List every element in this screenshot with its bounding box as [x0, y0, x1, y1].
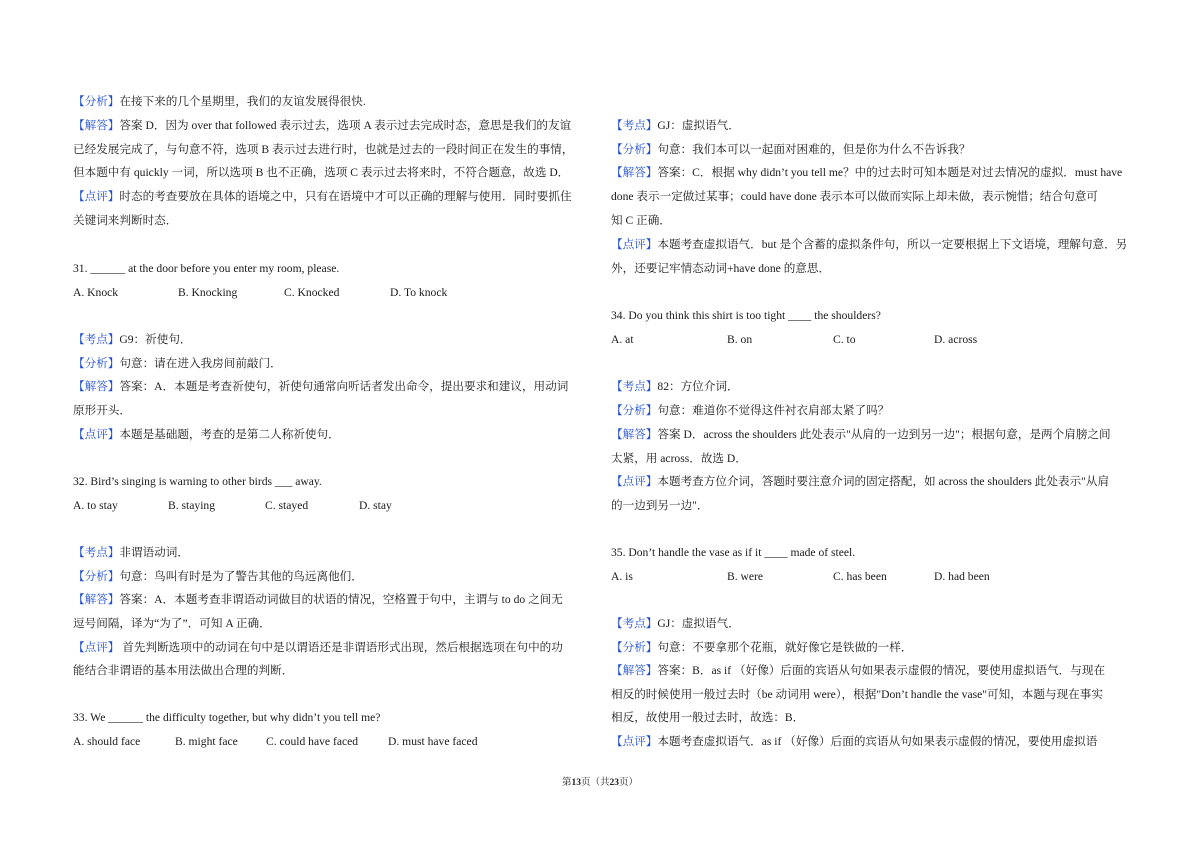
option-a: A. at: [611, 333, 634, 346]
comment-tag: 【点评】: [73, 641, 120, 654]
option-d: D. had been: [934, 570, 990, 583]
question-31-stem: 31. ______ at the door before you enter my room, please.: [73, 262, 340, 275]
answer-tag: 【解答】: [73, 119, 120, 132]
option-c: C. could have faced: [266, 735, 359, 748]
keypoint-text: GJ：虚拟语气．: [657, 617, 740, 630]
analysis-text: 句意：我们本可以一起面对困难的，但是你为什么不告诉我？: [657, 143, 971, 156]
comment-tag: 【点评】: [611, 238, 658, 251]
comment-text: 本题是基础题，考查的是第二人称祈使句．: [119, 428, 340, 441]
analysis-tag: 【分析】: [73, 357, 120, 370]
keypoint-line: [73, 546, 189, 560]
answer-text: 但本题中有 quickly 一词，所以选项 B 也不正确，选项 C 表示过去将来时，不符合题意，故选 D．: [73, 166, 570, 179]
analysis-text: 句意：请在进入我房间前敲门．: [119, 357, 282, 370]
comment-line: [73, 641, 563, 655]
page-footer: [0, 774, 1200, 788]
answer-text: 答案：A．本题考查非谓语动词做目的状语的情况，空格置于句中，主谓与 to do 之间无: [119, 593, 563, 606]
option-c: C. Knocked: [284, 286, 340, 299]
keypoint-text: 82：方位介词．: [657, 380, 739, 393]
answer-tag: 【解答】: [73, 593, 120, 606]
footer-suffix: 页）: [619, 778, 639, 788]
option-c: C. has been: [833, 570, 887, 583]
option-a: A. Knock: [73, 286, 119, 299]
answer-tag: 【解答】: [611, 166, 658, 179]
option-c: C. to: [833, 333, 856, 346]
keypoint-tag: 【考点】: [73, 333, 120, 346]
answer-text: 逗号间隔，译为“为了”．可知 A 正确．: [73, 617, 271, 630]
analysis-text: 句意：难道你不觉得这件衬衣肩部太紧了吗？: [657, 404, 890, 417]
page-number: 13: [571, 778, 581, 788]
comment-text: 能结合非谓语的基本用法做出合理的判断．: [73, 664, 294, 677]
answer-line: [73, 593, 563, 607]
comment-line: [611, 735, 1097, 749]
analysis-tag: 【分析】: [611, 143, 658, 156]
analysis-line: [611, 404, 889, 418]
analysis-text: 句意：鸟叫有时是为了警告其他的鸟远离他们．: [119, 570, 363, 583]
analysis-line: [611, 641, 912, 655]
answer-text: 答案 D．across the shoulders 此处表示"从肩的一边到另一边"；根据句意，是两个肩膀之间: [657, 428, 1111, 441]
option-a: A. to stay: [73, 499, 118, 512]
option-d: D. must have faced: [388, 735, 478, 748]
comment-tag: 【点评】: [611, 475, 658, 488]
analysis-tag: 【分析】: [73, 570, 120, 583]
question-35-stem: 35. Don’t handle the vase as if it ____ made of steel.: [611, 546, 856, 559]
option-b: B. on: [727, 333, 753, 346]
total-pages: 23: [609, 778, 619, 788]
option-d: D. across: [934, 333, 978, 346]
analysis-tag: 【分析】: [611, 404, 658, 417]
comment-text: 首先判断选项中的动词在句中是以谓语还是非谓语形式出现，然后根据选项在句中的功: [119, 641, 563, 654]
comment-text: 本题考查虚拟语气．but 是个含蓄的虚拟条件句，所以一定要根据上下文语境，理解句意．另: [657, 238, 1128, 251]
comment-text: 的一边到另一边"．: [611, 499, 709, 512]
answer-line: [73, 119, 571, 133]
keypoint-text: 非谓语动词．: [119, 546, 189, 559]
option-d: D. To knock: [390, 286, 448, 299]
answer-line: [611, 428, 1111, 442]
option-a: A. should face: [73, 735, 141, 748]
comment-line: [611, 475, 1109, 489]
keypoint-tag: 【考点】: [73, 546, 120, 559]
analysis-text: 句意：不要拿那个花瓶，就好像它是铁做的一样．: [657, 641, 913, 654]
comment-line: [611, 238, 1127, 252]
answer-text: 相反的时候使用一般过去时（be 动词用 were），根据"Don’t handle the vase"可知，本题与现在事实: [611, 688, 1103, 701]
keypoint-text: GJ：虚拟语气．: [657, 119, 740, 132]
comment-tag: 【点评】: [73, 428, 120, 441]
answer-text: 答案：B．as if （好像）后面的宾语从句如果表示虚假的情况，要使用虚拟语气．与现在: [657, 664, 1106, 677]
analysis-line: [73, 570, 363, 584]
keypoint-tag: 【考点】: [611, 119, 658, 132]
answer-line: [73, 380, 568, 394]
analysis-tag: 【分析】: [611, 641, 658, 654]
analysis-line: [73, 357, 282, 371]
answer-line: [611, 166, 1122, 180]
comment-tag: 【点评】: [611, 735, 658, 748]
option-b: B. might face: [175, 735, 238, 748]
question-34-stem: 34. Do you think this shirt is too tight ____ the shoulders?: [611, 309, 881, 322]
comment-line: [73, 190, 572, 204]
answer-text: done 表示一定做过某事；could have done 表示本可以做而实际上却未做，表示惋惜；结合句意可: [611, 190, 1098, 203]
comment-text: 本题考查方位介词，答题时要注意介词的固定搭配，如 across the shoulders 此处表示"从肩: [657, 475, 1110, 488]
answer-text: 相反，故使用一般过去时，故选：B．: [611, 711, 805, 724]
analysis-line: [611, 143, 970, 157]
keypoint-line: [611, 380, 739, 394]
answer-tag: 【解答】: [73, 380, 120, 393]
answer-text: 答案：C．根据 why didn’t you tell me？中的过去时可知本题是对过去情况的虚拟．must have: [657, 166, 1123, 179]
answer-text: 知 C 正确．: [611, 214, 671, 227]
analysis-line: [73, 95, 366, 109]
footer-prefix: 第: [561, 778, 572, 788]
keypoint-tag: 【考点】: [611, 617, 658, 630]
answer-text: 答案：A．本题是考查祈使句，祈使句通常向听话者发出命令，提出要求和建议，用动词: [119, 380, 569, 393]
footer-mid: 页（共: [580, 778, 610, 788]
analysis-tag: 【分析】: [73, 95, 120, 108]
answer-tag: 【解答】: [611, 428, 658, 441]
comment-text: 本题考查虚拟语气．as if （好像）后面的宾语从句如果表示虚假的情况，要使用虚拟语: [657, 735, 1098, 748]
option-b: B. Knocking: [178, 286, 238, 299]
option-a: A. is: [611, 570, 633, 583]
option-d: D. stay: [359, 499, 392, 512]
keypoint-line: [611, 617, 740, 631]
answer-line: [611, 664, 1105, 678]
comment-tag: 【点评】: [73, 190, 120, 203]
keypoint-line: [73, 333, 192, 347]
answer-text: 太紧，用 across．故选 D．: [611, 452, 747, 465]
comment-text: 时态的考查要放在具体的语境之中，只有在语境中才可以正确的理解与使用．同时要抓住: [119, 190, 572, 203]
answer-text: 已经发展完成了，与句意不符，选项 B 表示过去进行时，也就是过去的一段时间正在发生的事情，: [73, 143, 574, 156]
keypoint-tag: 【考点】: [611, 380, 658, 393]
option-b: B. were: [727, 570, 764, 583]
keypoint-text: G9：祈使句．: [119, 333, 192, 346]
analysis-text: 在接下来的几个星期里，我们的友谊发展得很快.: [119, 95, 366, 108]
comment-text: 外，还要记牢情态动词+have done 的意思．: [611, 262, 831, 275]
question-33-stem: 33. We ______ the difficulty together, but why didn’t you tell me?: [73, 711, 381, 724]
keypoint-line: [611, 119, 740, 133]
answer-tag: 【解答】: [611, 664, 658, 677]
comment-text: 关键词来判断时态．: [73, 214, 178, 227]
question-32-stem: 32. Bird’s singing is warning to other birds ___ away.: [73, 475, 322, 488]
answer-text: 答案 D．因为 over that followed 表示过去，选项 A 表示过去完成时态，意思是我们的友谊: [119, 119, 572, 132]
answer-text: 原形开头．: [73, 404, 131, 417]
option-c: C. stayed: [265, 499, 309, 512]
option-b: B. staying: [168, 499, 216, 512]
comment-line: [73, 428, 340, 442]
